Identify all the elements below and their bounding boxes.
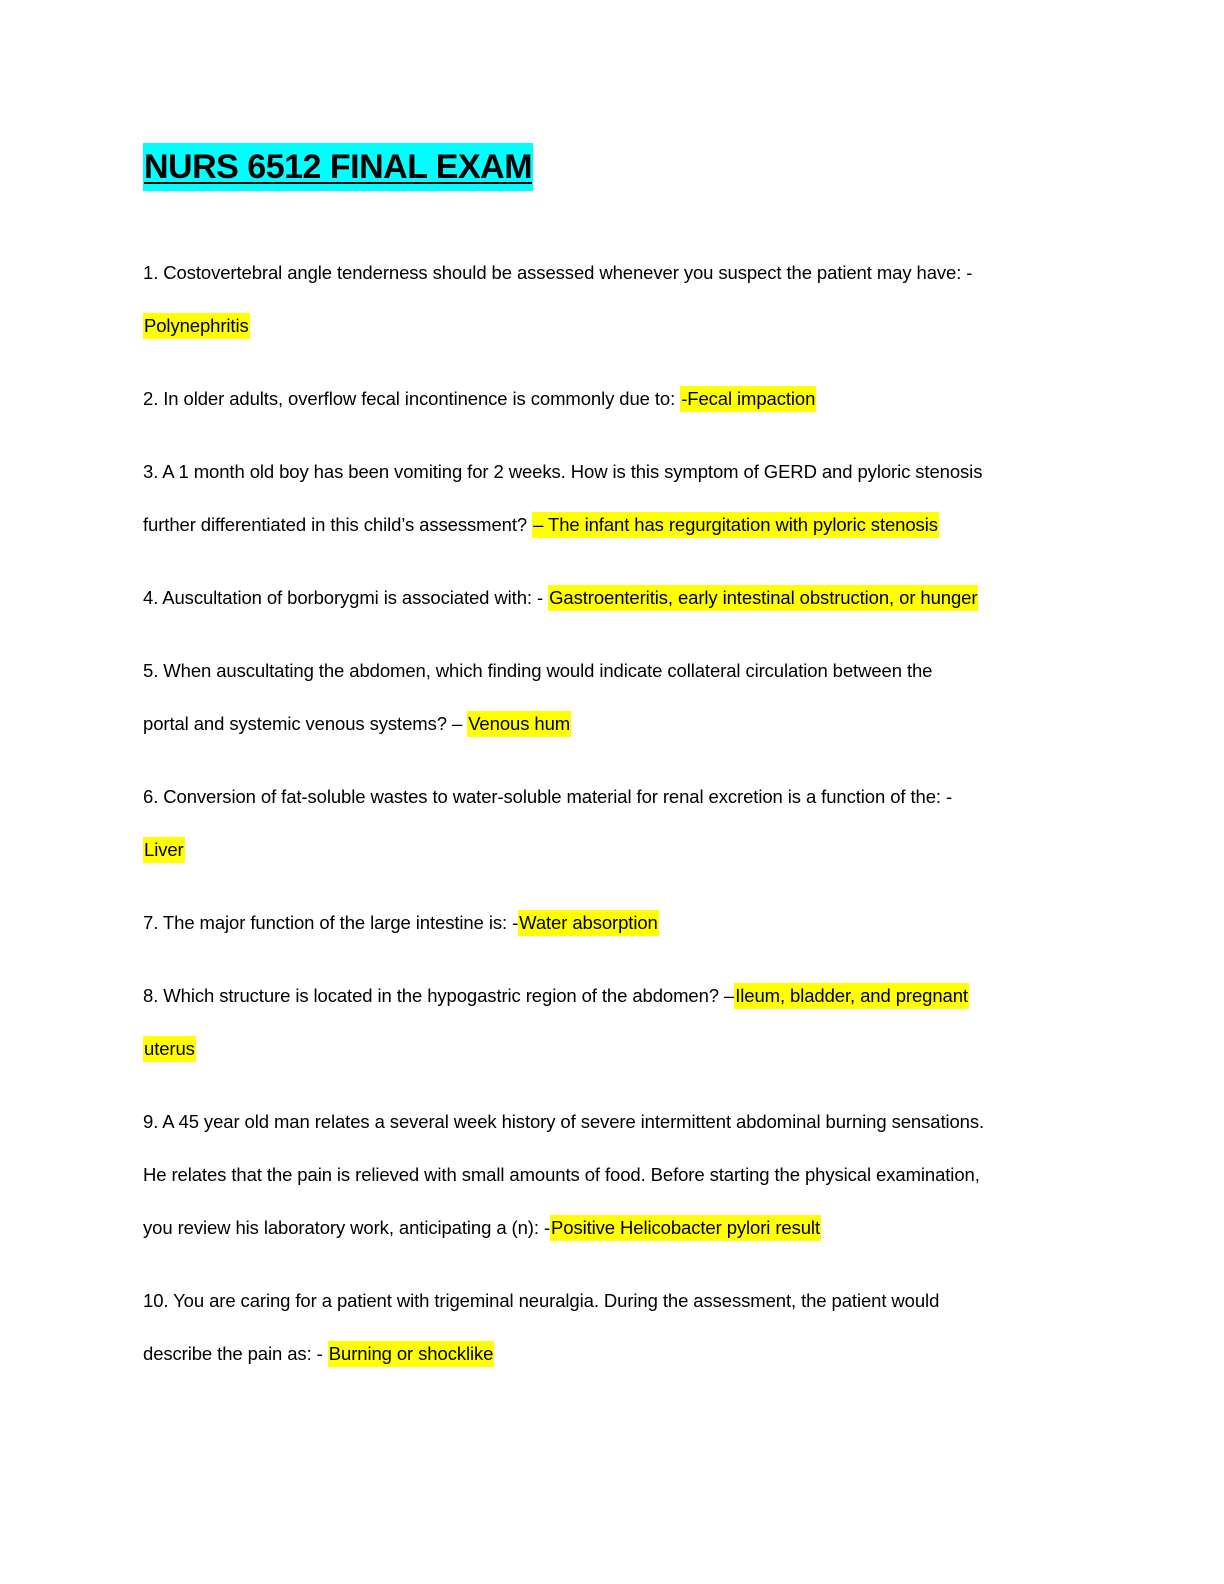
question-10 [143,1274,1083,1380]
answer-highlight: – The infant has regurgitation with pyloric stenosis [532,512,939,538]
answer-highlight: Polynephritis [143,313,250,339]
question-text: 5. When auscultating the abdomen, which finding would indicate collateral circulation between the [143,660,933,681]
question-4 [143,571,1083,624]
question-5 [143,644,1083,750]
question-text: 1. Costovertebral angle tenderness should be assessed whenever you suspect the patient may have: - [143,262,973,283]
question-text: portal and systemic venous systems? – [143,713,468,734]
question-text: describe the pain as: - [143,1343,328,1364]
answer-highlight: Gastroenteritis, early intestinal obstruction, or hunger [548,585,978,611]
question-text: He relates that the pain is relieved with small amounts of food. Before starting the physical examination, [143,1164,980,1185]
question-1 [143,246,1083,352]
question-text: you review his laboratory work, anticipating a (n): - [143,1217,551,1238]
answer-highlight: Venous hum [467,711,571,737]
question-6 [143,770,1083,876]
question-text: 2. In older adults, overflow fecal incontinence is commonly due to: [143,388,681,409]
page-title: NURS 6512 FINAL EXAM [143,143,533,191]
question-text: 4. Auscultation of borborygmi is associated with: - [143,587,549,608]
question-text: 3. A 1 month old boy has been vomiting for 2 weeks. How is this symptom of GERD and pyloric stenosis [143,461,983,482]
answer-highlight: Positive Helicobacter pylori result [550,1215,821,1241]
answer-highlight: Liver [143,837,185,863]
question-text: 8. Which structure is located in the hypogastric region of the abdomen? – [143,985,735,1006]
question-8 [143,969,1083,1075]
question-text: further differentiated in this child’s assessment? [143,514,533,535]
question-9 [143,1095,1083,1254]
question-text: 6. Conversion of fat-soluble wastes to water-soluble material for renal excretion is a function of the: - [143,786,953,807]
answer-highlight: Water absorption [518,910,659,936]
answer-highlight: Burning or shocklike [328,1341,495,1367]
question-text: 7. The major function of the large intestine is: - [143,912,519,933]
answer-highlight: Ileum, bladder, and pregnant [734,983,969,1009]
question-7 [143,896,1083,949]
question-3 [143,445,1083,551]
answer-highlight: -Fecal impaction [680,386,816,412]
question-text: 9. A 45 year old man relates a several week history of severe intermittent abdominal burning sensations. [143,1111,985,1132]
question-2 [143,372,1083,425]
answer-highlight: uterus [143,1036,196,1062]
question-text: 10. You are caring for a patient with trigeminal neuralgia. During the assessment, the patient would [143,1290,940,1311]
